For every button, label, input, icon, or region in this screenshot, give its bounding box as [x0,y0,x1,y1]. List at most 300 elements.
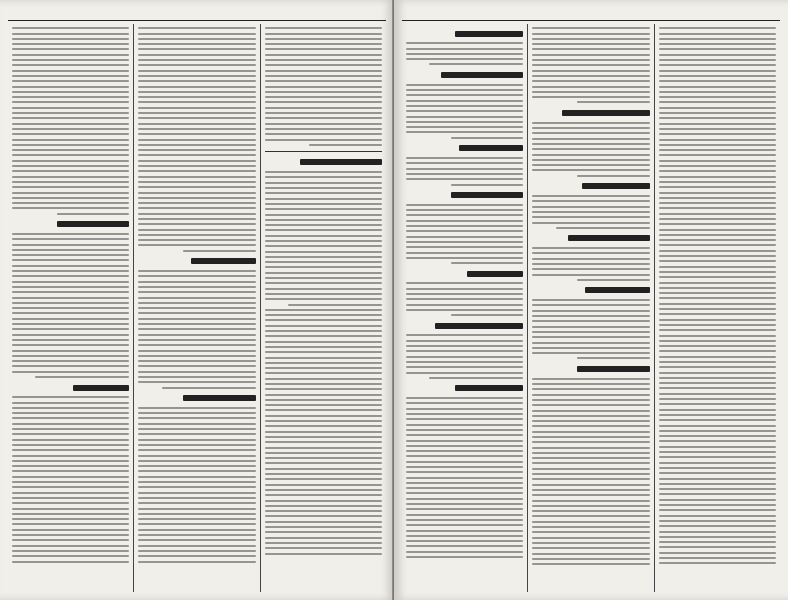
text-line [406,350,523,352]
text-line [265,256,382,258]
text-line [659,176,776,178]
text-line [265,473,382,475]
text-line [659,382,776,384]
text-line [532,222,649,224]
text-line [532,410,649,412]
text-line [138,350,255,352]
text-line [138,381,255,383]
text-line [265,500,382,502]
text-line [532,505,649,507]
text-line [12,291,129,293]
text-line [138,323,255,325]
text-line [659,165,776,167]
text-line [12,407,129,409]
text-line [12,144,129,146]
text-line [138,213,255,215]
text-line [265,436,382,438]
text-line [138,229,255,231]
text-line [12,70,129,72]
text-line [138,539,255,541]
right-column-1 [654,24,780,592]
text-line [12,481,129,483]
text-line [12,64,129,66]
text-line [532,515,649,517]
text-line [138,423,255,425]
column-heading [406,190,523,201]
text-line [659,462,776,464]
text-line [659,260,776,262]
column-heading-mark [455,385,523,391]
text-line [138,371,255,373]
text-line [12,107,129,109]
text-line [532,54,649,56]
text-line [451,262,524,264]
right-page-header [402,6,780,21]
text-line [406,461,523,463]
text-line [659,372,776,374]
text-line [265,192,382,194]
text-line [659,70,776,72]
text-line [265,27,382,29]
text-line [12,444,129,446]
text-line [532,75,649,77]
text-line [138,91,255,93]
text-line [659,520,776,522]
text-line [12,555,129,557]
text-line [35,376,129,378]
text-line [659,562,776,564]
text-line [406,519,523,521]
text-line [265,415,382,417]
text-line [12,207,129,209]
text-line [265,367,382,369]
text-line [532,80,649,82]
text-line [12,534,129,536]
text-line [659,319,776,321]
text-line [532,526,649,528]
text-line [138,513,255,515]
text-line [12,476,129,478]
text-line [265,383,382,385]
text-line [12,492,129,494]
text-line [659,515,776,517]
text-line [12,270,129,272]
text-line [532,122,649,124]
text-line [12,154,129,156]
text-line [265,38,382,40]
text-line [659,282,776,284]
text-line [12,86,129,88]
text-line [659,154,776,156]
column-heading-mark [568,235,650,241]
text-line [12,460,129,462]
text-line [12,396,129,398]
text-line [265,531,382,533]
column-heading [406,69,523,80]
text-line [532,347,649,349]
text-line [406,230,523,232]
text-line [577,357,650,359]
text-line [138,444,255,446]
text-line [659,377,776,379]
text-line [12,43,129,45]
text-line [532,558,649,560]
text-line [265,521,382,523]
text-line [659,504,776,506]
text-line [532,478,649,480]
text-line [12,502,129,504]
text-line [659,366,776,368]
text-line [659,297,776,299]
text-line [406,556,523,558]
text-line [138,365,255,367]
text-line [265,219,382,221]
text-line [406,204,523,206]
column-heading-mark [455,31,523,37]
text-line [577,279,650,281]
text-line [556,227,650,229]
text-line [659,546,776,548]
text-line [265,272,382,274]
text-line [265,277,382,279]
column-heading-mark [57,221,130,227]
text-line [265,478,382,480]
text-line [659,91,776,93]
text-line [406,366,523,368]
text-line [265,86,382,88]
text-line [406,241,523,243]
text-line [532,143,649,145]
text-line [659,308,776,310]
text-line [406,246,523,248]
right-column-3 [402,24,527,592]
text-line [138,192,255,194]
text-line [138,176,255,178]
text-line [12,139,129,141]
text-line [451,184,524,186]
column-heading [138,393,255,404]
text-line [265,431,382,433]
text-line [12,101,129,103]
text-line [138,48,255,50]
text-line [12,470,129,472]
text-line [138,80,255,82]
text-line [532,447,649,449]
text-line [265,139,382,141]
text-line [265,208,382,210]
text-line [659,139,776,141]
text-line [406,293,523,295]
text-line [659,393,776,395]
text-line [406,408,523,410]
text-line [265,59,382,61]
text-line [659,144,776,146]
column-heading-mark [459,145,524,151]
text-line [265,43,382,45]
text-line [659,398,776,400]
text-line [406,397,523,399]
text-line [406,508,523,510]
text-line [406,440,523,442]
left-page-header [8,6,386,21]
text-line [138,412,255,414]
text-line [138,492,255,494]
text-line [406,178,523,180]
text-line [659,160,776,162]
text-line [406,530,523,532]
text-line [138,312,255,314]
text-line [12,344,129,346]
text-line [659,48,776,50]
text-line [532,342,649,344]
text-line [138,286,255,288]
text-line [265,101,382,103]
text-line [265,198,382,200]
text-line [265,537,382,539]
text-line [659,292,776,294]
text-line [138,428,255,430]
text-line [659,80,776,82]
text-line [532,542,649,544]
text-line [532,132,649,134]
text-line [138,149,255,151]
text-line [12,54,129,56]
column-heading-mark [562,110,650,116]
text-line [532,462,649,464]
text-line [532,457,649,459]
text-line [659,192,776,194]
text-line [659,287,776,289]
text-line [406,157,523,159]
text-line [659,472,776,474]
text-line [138,107,255,109]
text-line [138,508,255,510]
text-line [659,345,776,347]
text-line [12,27,129,29]
text-line [12,465,129,467]
text-line [659,303,776,305]
text-line [659,170,776,172]
text-line [12,123,129,125]
text-line [532,378,649,380]
text-line [406,236,523,238]
text-line [406,498,523,500]
text-line [659,197,776,199]
text-line [659,350,776,352]
text-line [659,266,776,268]
column-heading [532,363,649,374]
text-line [12,371,129,373]
text-line [659,499,776,501]
text-line [406,288,523,290]
text-line [12,433,129,435]
text-line [265,293,382,295]
text-line [406,340,523,342]
text-line [532,484,649,486]
column-heading-mark [451,192,524,198]
text-line [12,355,129,357]
text-line [265,96,382,98]
text-line [406,162,523,164]
text-line [532,304,649,306]
text-line [406,309,523,311]
text-line [577,101,650,103]
text-line [138,186,255,188]
text-line [265,351,382,353]
text-line [406,413,523,415]
text-line [532,86,649,88]
text-line [659,38,776,40]
text-line [659,96,776,98]
text-line [532,537,649,539]
text-line [12,238,129,240]
text-line [532,59,649,61]
text-line [265,288,382,290]
text-line [406,466,523,468]
text-line [532,159,649,161]
text-line [659,419,776,421]
text-line [532,473,649,475]
text-line [532,500,649,502]
text-line [138,307,255,309]
text-line [138,376,255,378]
text-line [532,521,649,523]
text-line [265,457,382,459]
text-line [138,123,255,125]
column-heading [532,107,649,118]
text-line [532,154,649,156]
column-heading [406,383,523,394]
text-line [12,545,129,547]
text-line [659,451,776,453]
text-line [659,467,776,469]
text-line [12,312,129,314]
text-line [265,235,382,237]
text-line [265,314,382,316]
text-line [138,133,255,135]
left-column-2 [133,24,259,592]
text-line [406,418,523,420]
text-line [532,352,649,354]
text-line [138,181,255,183]
text-line [406,361,523,363]
text-line [12,149,129,151]
text-line [659,483,776,485]
text-line [659,234,776,236]
text-line [138,160,255,162]
text-line [659,202,776,204]
text-line [265,245,382,247]
text-line [265,420,382,422]
text-line [659,536,776,538]
text-line [12,80,129,82]
text-line [659,128,776,130]
text-line [659,387,776,389]
text-line [12,112,129,114]
text-line [138,433,255,435]
text-line [659,239,776,241]
column-heading-mark [441,72,523,78]
column-heading-mark [577,366,650,372]
text-line [406,168,523,170]
text-line [265,128,382,130]
text-line [532,425,649,427]
text-line [406,100,523,102]
text-line [12,518,129,520]
text-line [57,213,130,215]
text-line [532,206,649,208]
text-line [138,476,255,478]
text-line [265,468,382,470]
text-line [659,86,776,88]
text-line [138,291,255,293]
text-line [12,281,129,283]
column-heading [12,382,129,393]
text-line [532,43,649,45]
text-line [532,468,649,470]
text-line [659,446,776,448]
text-line [265,266,382,268]
text-line [659,107,776,109]
text-line [138,297,255,299]
column-heading [406,268,523,279]
text-line [265,75,382,77]
text-line [406,282,523,284]
text-line [138,117,255,119]
text-line [406,540,523,542]
text-line [659,340,776,342]
text-line [406,372,523,374]
column-heading [12,219,129,230]
text-line [406,434,523,436]
text-line [659,271,776,273]
text-line [138,170,255,172]
text-line [12,117,129,119]
text-line [659,250,776,252]
text-line [265,319,382,321]
text-line [138,407,255,409]
text-line [532,164,649,166]
text-line [659,181,776,183]
text-line [659,43,776,45]
text-line [532,169,649,171]
text-line [138,545,255,547]
left-page-columns [8,24,386,592]
column-heading-mark [467,271,523,277]
text-line [138,302,255,304]
text-line [532,494,649,496]
right-page-columns [402,24,780,592]
column-heading [406,28,523,39]
text-line [406,58,523,60]
column-heading [406,143,523,154]
text-line [406,487,523,489]
text-line [659,33,776,35]
text-line [138,154,255,156]
text-line [406,131,523,133]
right-column-2 [527,24,653,592]
text-line [12,297,129,299]
text-line [659,223,776,225]
text-line [406,402,523,404]
text-line [532,436,649,438]
text-line [532,431,649,433]
text-line [532,274,649,276]
text-line [12,259,129,261]
text-line [138,439,255,441]
text-line [138,244,255,246]
text-line [406,356,523,358]
